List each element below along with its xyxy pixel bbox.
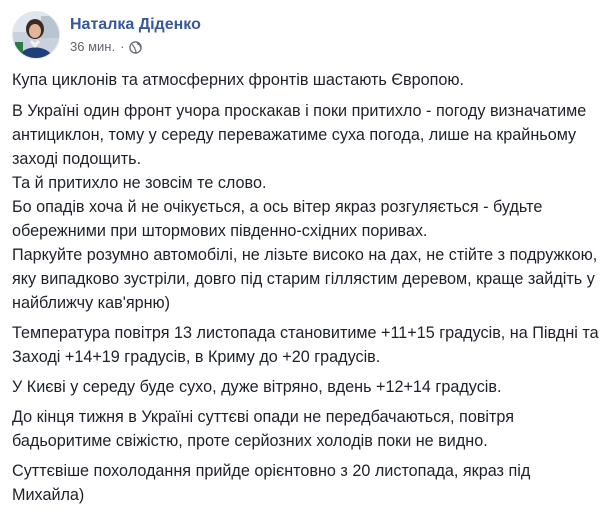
post-header [12, 10, 201, 60]
post-paragraph-2: В Україні один фронт учора проскакав і поки притихло - погоду визначатиме антициклон, тому у середу переважатиме суха погода, лише на крайньому заході подощить. [12, 102, 587, 168]
post-body [12, 68, 602, 513]
globe-icon[interactable] [129, 41, 142, 54]
post-paragraph-1: Купа циклонів та атмосферних фронтів шастають Європою. [12, 71, 465, 89]
post-paragraph-4: Бо опадів хоча й не очікується, а ось вітер якраз розгуляється - будьте обережними при штормових південно-східних поривах. [12, 198, 543, 240]
post-meta [70, 15, 201, 55]
post-paragraph-6: Температура повітря 13 листопада становитиме +11+15 градусів, на Півдні та Заході +14+19 градусів, в Криму до +20 градусів. [12, 324, 599, 366]
post-paragraph-9: Суттєвіше похолодання прийде орієнтовно з 20 листопада, якраз під Михайла) [12, 462, 531, 504]
post-paragraph-5: Паркуйте розумно автомобілі, не лізьте високо на дах, не стійте з подружкою, яку випадково зустріли, довго під старим гіллястим деревом, краще зайдіть у найближчу кав'ярню) [12, 246, 598, 312]
post-paragraph-7: У Києві у середу буде сухо, дуже вітряно, вдень +12+14 градусів. [12, 378, 502, 396]
post-subline [70, 39, 201, 55]
post-paragraph-8: До кінця тижня в Україні суттєві опади не передбачаються, повітря бадьоритиме свіжістю, проте серйозних холодів поки не видно. [12, 408, 515, 450]
author-name[interactable]: Наталка Діденко [70, 16, 201, 33]
avatar-image [13, 12, 59, 58]
avatar[interactable] [12, 11, 60, 59]
separator-dot: · [120, 39, 125, 54]
post-timestamp[interactable]: 36 мин. [70, 39, 116, 54]
post-paragraph-3: Та й притихло не зовсім те слово. [12, 174, 267, 192]
